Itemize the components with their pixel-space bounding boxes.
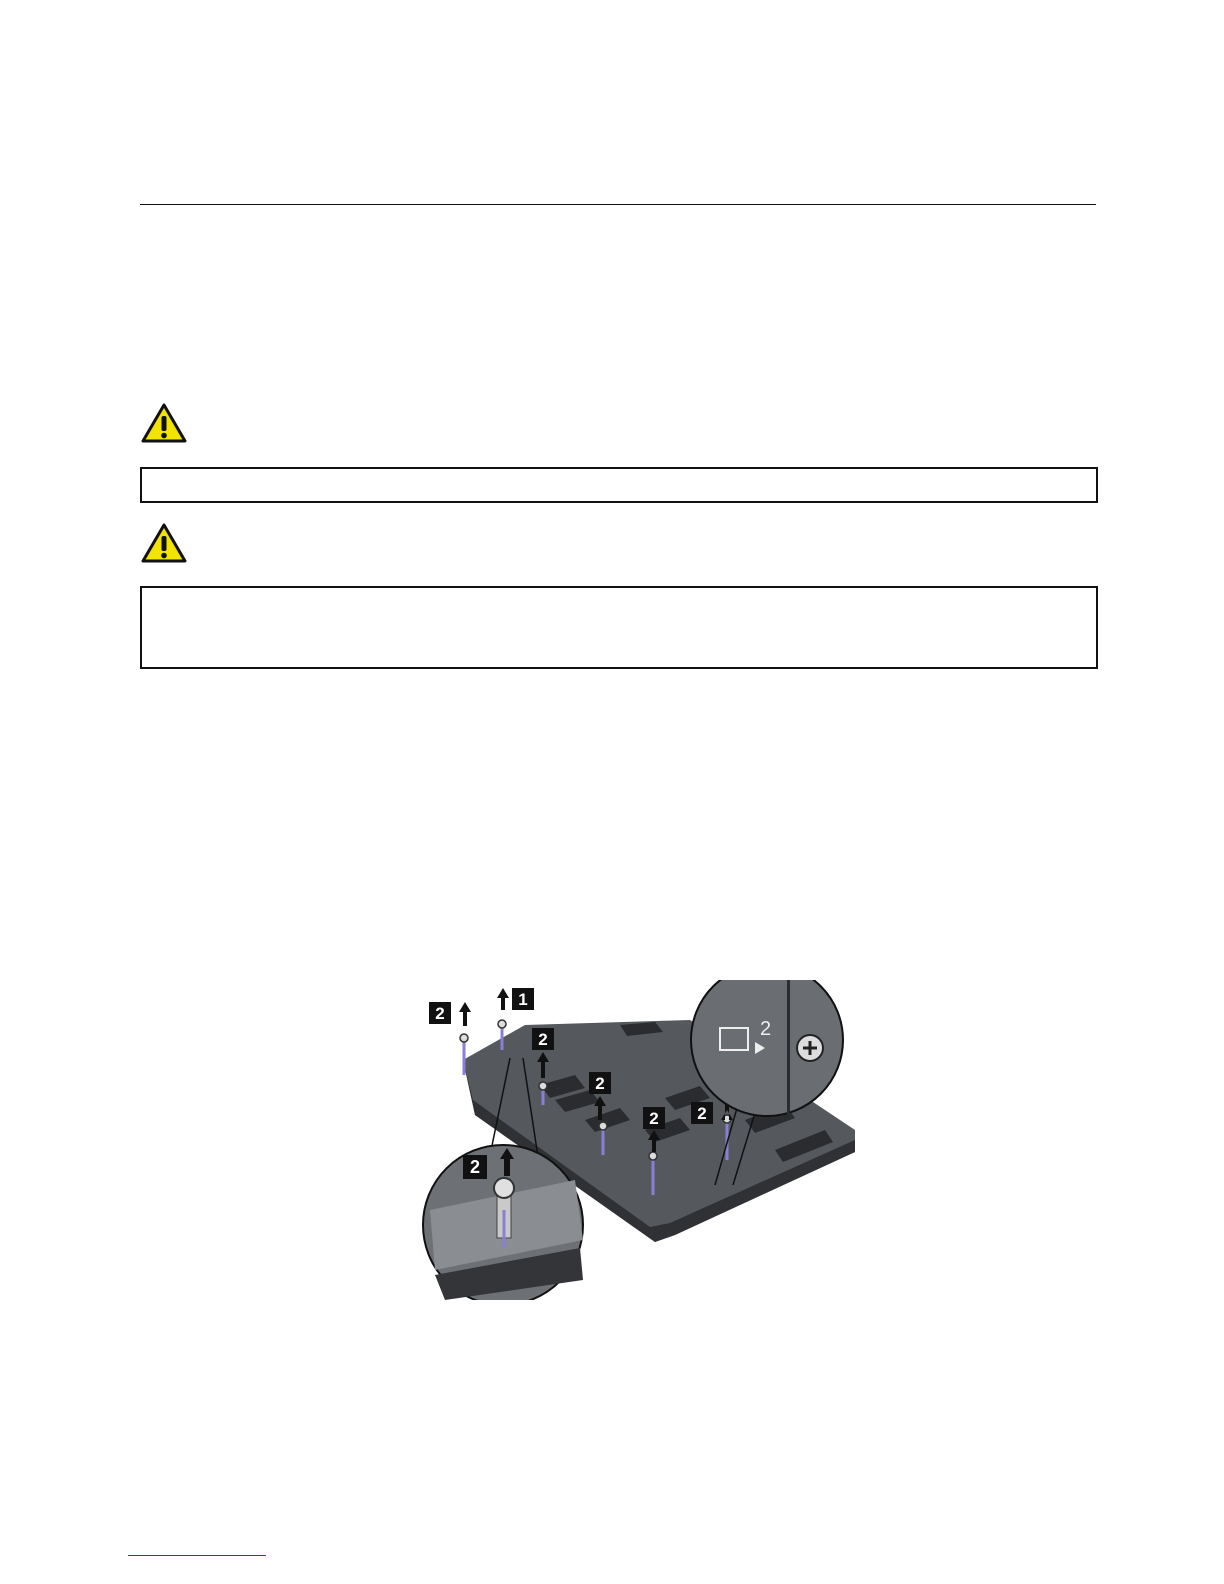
callout-label: 2	[697, 1104, 707, 1123]
warning-triangle-icon	[140, 402, 188, 444]
callout-label: 2	[538, 1030, 548, 1049]
header-rule	[140, 204, 1096, 205]
callout-label: 2	[469, 1157, 481, 1177]
callout-label: 1	[518, 990, 528, 1009]
callout-label: 2	[435, 1004, 445, 1023]
warning-triangle-icon	[140, 522, 188, 564]
notice-box-1	[140, 467, 1098, 503]
callout-label: 2	[649, 1109, 659, 1128]
callout-label: 2	[595, 1074, 605, 1093]
laptop-screw-removal-illustration	[415, 980, 875, 1300]
notice-box-2	[140, 586, 1098, 669]
footer-link-underline[interactable]	[128, 1555, 266, 1556]
inset-label: 2	[760, 1018, 772, 1040]
